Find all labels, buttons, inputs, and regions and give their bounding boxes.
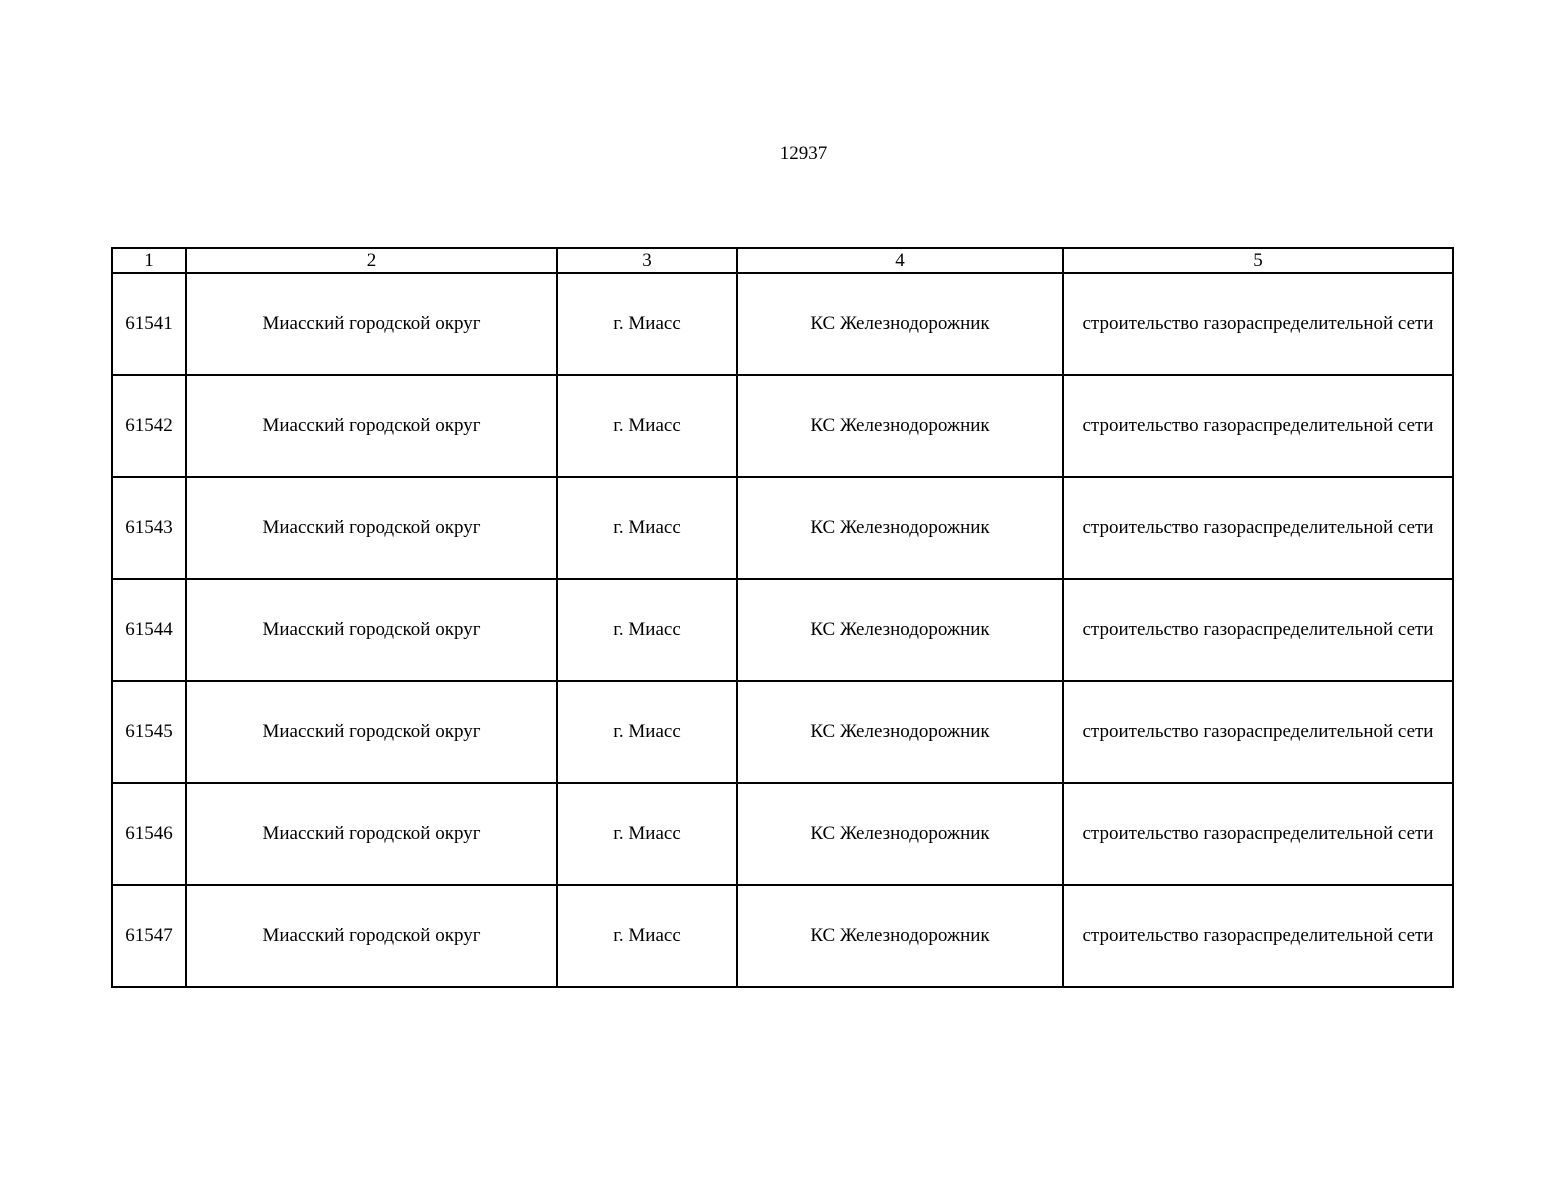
table-row [112,783,1453,885]
cell-number: 61545 [112,681,186,783]
cell-activity: строительство газораспределительной сети [1063,375,1453,477]
data-table [111,247,1454,988]
cell-number: 61546 [112,783,186,885]
cell-number: 61541 [112,273,186,375]
table-row [112,681,1453,783]
cell-settlement: г. Миасс [557,783,737,885]
cell-settlement: г. Миасс [557,375,737,477]
table-row [112,885,1453,987]
header-cell-2: 2 [186,248,557,273]
cell-district: Миасский городской округ [186,783,557,885]
cell-settlement: г. Миасс [557,885,737,987]
table-header [112,248,1453,273]
cell-number: 61542 [112,375,186,477]
header-cell-4: 4 [737,248,1063,273]
cell-district: Миасский городской округ [186,579,557,681]
table-row [112,579,1453,681]
cell-number: 61543 [112,477,186,579]
cell-settlement: г. Миасс [557,477,737,579]
cell-district: Миасский городской округ [186,273,557,375]
cell-activity: строительство газораспределительной сети [1063,885,1453,987]
cell-settlement: г. Миасс [557,579,737,681]
page-number: 12937 [779,143,828,164]
cell-district: Миасский городской округ [186,885,557,987]
header-cell-1: 1 [112,248,186,273]
header-cell-3: 3 [557,248,737,273]
cell-number: 61547 [112,885,186,987]
cell-activity: строительство газораспределительной сети [1063,477,1453,579]
cell-district: Миасский городской округ [186,477,557,579]
cell-object: КС Железнодорожник [737,375,1063,477]
table-row [112,273,1453,375]
cell-activity: строительство газораспределительной сети [1063,681,1453,783]
table-row [112,375,1453,477]
cell-district: Миасский городской округ [186,375,557,477]
cell-object: КС Железнодорожник [737,477,1063,579]
cell-activity: строительство газораспределительной сети [1063,783,1453,885]
cell-object: КС Железнодорожник [737,885,1063,987]
cell-activity: строительство газораспределительной сети [1063,273,1453,375]
table-row [112,477,1453,579]
cell-object: КС Железнодорожник [737,681,1063,783]
cell-activity: строительство газораспределительной сети [1063,579,1453,681]
cell-district: Миасский городской округ [186,681,557,783]
cell-object: КС Железнодорожник [737,579,1063,681]
header-cell-5: 5 [1063,248,1453,273]
cell-settlement: г. Миасс [557,273,737,375]
cell-object: КС Железнодорожник [737,783,1063,885]
cell-object: КС Железнодорожник [737,273,1063,375]
cell-number: 61544 [112,579,186,681]
cell-settlement: г. Миасс [557,681,737,783]
table-body [112,273,1453,987]
header-row [112,248,1453,273]
